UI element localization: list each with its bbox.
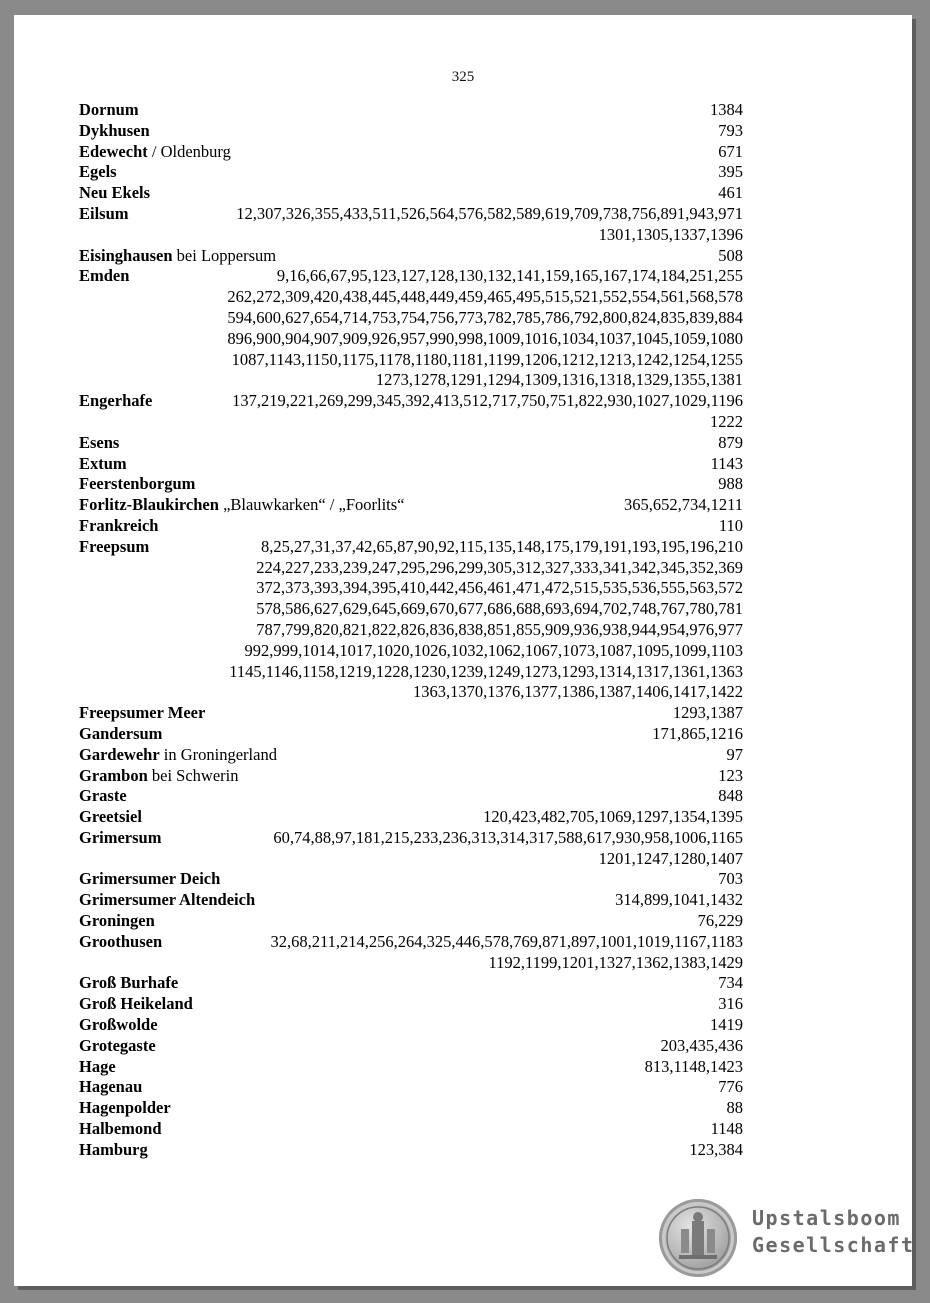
page-references-continued: 1222 <box>710 411 743 431</box>
page-references-continued: 1273,1278,1291,1294,1309,1316,1318,1329,1355,1381 <box>375 370 743 390</box>
place-label <box>79 162 117 183</box>
index-entry <box>79 121 743 142</box>
society-name <box>752 1205 915 1259</box>
place-name: Halbemond <box>79 1119 162 1139</box>
page-references: 1419 <box>710 1015 743 1035</box>
place-label <box>79 745 277 766</box>
page-references: 110 <box>718 515 743 535</box>
entry-line <box>79 142 743 163</box>
society-name-line1: Upstalsboom <box>752 1206 901 1230</box>
index-entry <box>79 1098 743 1119</box>
index-entry <box>79 266 743 391</box>
page-references-continued: 1363,1370,1376,1377,1386,1387,1406,1417,1422 <box>413 682 743 702</box>
entry-line <box>79 828 743 849</box>
place-name: Eilsum <box>79 203 129 223</box>
society-logo <box>659 1199 915 1279</box>
place-label <box>79 1077 142 1098</box>
entry-line <box>79 807 743 828</box>
place-label <box>79 766 239 787</box>
place-name: Neu Ekels <box>79 183 151 203</box>
entry-line <box>79 454 743 475</box>
place-label <box>79 433 119 454</box>
page-references: 879 <box>718 432 743 452</box>
index-entry <box>79 204 743 246</box>
page-references: 120,423,482,705,1069,1297,1354,1395 <box>483 807 743 827</box>
place-name: Großwolde <box>79 1015 158 1035</box>
document-page <box>14 15 915 1286</box>
place-name: Extum <box>79 453 127 473</box>
page-references: 1384 <box>710 100 743 119</box>
entry-line <box>79 1015 743 1036</box>
entry-line <box>79 766 743 787</box>
page-references: 793 <box>718 120 743 140</box>
place-label <box>79 495 405 516</box>
place-name: Forlitz-Blaukirchen <box>79 495 219 515</box>
place-qualifier: bei Schwerin <box>147 765 239 785</box>
place-label <box>79 786 127 807</box>
page-references: 203,435,436 <box>660 1035 743 1055</box>
entry-line <box>79 433 743 454</box>
page-references: 508 <box>718 245 743 265</box>
page-references-continued: 594,600,627,654,714,753,754,756,773,782,785,786,792,800,824,835,839,884 <box>227 307 743 327</box>
place-label <box>79 973 178 994</box>
place-index <box>79 100 743 1161</box>
entry-line <box>79 162 743 183</box>
page-references: 32,68,211,214,256,264,325,446,578,769,871,897,1001,1019,1167,1183 <box>270 931 743 951</box>
entry-line <box>79 121 743 142</box>
page-references: 395 <box>718 162 743 182</box>
page-references: 97 <box>726 744 743 764</box>
page-references: 316 <box>718 994 743 1014</box>
place-label <box>79 121 150 142</box>
place-name: Frankreich <box>79 515 159 535</box>
page-references: 137,219,221,269,299,345,392,413,512,717,750,751,822,930,1027,1029,1196 <box>232 391 743 411</box>
place-name: Hagenau <box>79 1077 143 1097</box>
page-references-continued: 262,272,309,420,438,445,448,449,459,465,495,515,521,552,554,561,568,578 <box>227 287 743 307</box>
page-references-continued: 896,900,904,907,909,926,957,990,998,1009,1016,1034,1037,1045,1059,1080 <box>227 328 743 348</box>
page-references-continued: 992,999,1014,1017,1020,1026,1032,1062,1067,1073,1087,1095,1099,1103 <box>244 640 743 660</box>
index-entry <box>79 474 743 495</box>
index-entry <box>79 766 743 787</box>
place-name: Freepsumer Meer <box>79 703 206 723</box>
place-label <box>79 454 127 475</box>
index-entry <box>79 246 743 267</box>
place-name: Freepsum <box>79 536 150 556</box>
page-number: 325 <box>451 69 475 85</box>
page-references: 671 <box>718 141 743 161</box>
index-entry <box>79 724 743 745</box>
place-label <box>79 1098 171 1119</box>
entry-line <box>79 1119 743 1140</box>
place-label <box>79 1036 156 1057</box>
place-name: Groothusen <box>79 931 163 951</box>
entry-line <box>79 890 743 911</box>
index-entry <box>79 1119 743 1140</box>
entry-line <box>79 1098 743 1119</box>
place-name: Dornum <box>79 100 139 119</box>
place-name: Dykhusen <box>79 120 150 140</box>
place-label <box>79 703 205 724</box>
entry-line <box>79 703 743 724</box>
page-references: 9,16,66,67,95,123,127,128,130,132,141,159,165,167,174,184,251,255 <box>276 266 743 286</box>
index-entry <box>79 786 743 807</box>
page-references: 76,229 <box>697 911 743 931</box>
page-references: 848 <box>718 786 743 806</box>
index-entry <box>79 391 743 433</box>
place-name: Grambon <box>79 765 148 785</box>
page-references-continued: 1192,1199,1201,1327,1362,1383,1429 <box>488 952 743 972</box>
index-entry <box>79 142 743 163</box>
entry-line <box>79 911 743 932</box>
index-entry <box>79 807 743 828</box>
entry-line <box>79 537 743 558</box>
page-references: 776 <box>718 1077 743 1097</box>
index-entry <box>79 869 743 890</box>
place-qualifier: / Oldenburg <box>147 141 231 161</box>
page-references: 123,384 <box>689 1139 743 1159</box>
index-entry <box>79 828 743 870</box>
entry-line <box>79 516 743 537</box>
place-label <box>79 183 150 204</box>
page-references: 8,25,27,31,37,42,65,87,90,92,115,135,148,175,179,191,193,195,196,210 <box>260 536 743 556</box>
index-entry <box>79 162 743 183</box>
page-references: 703 <box>718 869 743 889</box>
place-name: Egels <box>79 162 117 182</box>
index-entry <box>79 890 743 911</box>
place-name: Gardewehr <box>79 744 160 764</box>
index-entry <box>79 1057 743 1078</box>
place-label <box>79 100 139 121</box>
page-references: 1148 <box>710 1119 743 1139</box>
index-entry <box>79 745 743 766</box>
society-name-line2: Gesellschaft <box>752 1233 915 1257</box>
place-name: Groß Heikeland <box>79 994 193 1014</box>
page-references-continued: 1201,1247,1280,1407 <box>598 848 743 868</box>
page-references-continued: 372,373,393,394,395,410,442,456,461,471,472,515,535,536,555,563,572 <box>256 578 743 598</box>
place-name: Graste <box>79 786 127 806</box>
page-references: 734 <box>718 973 743 993</box>
place-label <box>79 246 276 267</box>
place-qualifier: bei Loppersum <box>172 245 277 265</box>
entry-line <box>79 1140 743 1161</box>
page-references: 1143 <box>710 453 743 473</box>
page-references-continued: 578,586,627,629,645,669,670,677,686,688,693,694,702,748,767,780,781 <box>256 599 743 619</box>
page-references: 123 <box>718 765 743 785</box>
place-qualifier: in Groningerland <box>159 744 277 764</box>
place-name: Eisinghausen <box>79 245 173 265</box>
page-references: 813,1148,1423 <box>644 1056 743 1076</box>
index-entry <box>79 1015 743 1036</box>
entry-line <box>79 204 743 225</box>
place-label <box>79 911 155 932</box>
place-label <box>79 869 220 890</box>
place-label <box>79 1015 158 1036</box>
place-label <box>79 828 161 849</box>
seal-icon <box>659 1199 737 1277</box>
entry-line <box>79 391 743 412</box>
place-label <box>79 474 195 495</box>
place-label <box>79 890 255 911</box>
index-entry <box>79 1077 743 1098</box>
entry-line <box>79 1057 743 1078</box>
place-name: Feerstenborgum <box>79 474 196 494</box>
index-entry <box>79 537 743 703</box>
page-references: 365,652,734,1211 <box>623 495 743 515</box>
index-entry <box>79 973 743 994</box>
index-entry <box>79 1036 743 1057</box>
place-name: Gandersum <box>79 723 163 743</box>
entry-line <box>79 786 743 807</box>
place-label <box>79 516 158 537</box>
place-label <box>79 807 142 828</box>
entry-line <box>79 745 743 766</box>
index-entry <box>79 100 743 121</box>
entry-line <box>79 973 743 994</box>
entry-line <box>79 266 743 287</box>
index-entry <box>79 454 743 475</box>
page-references: 88 <box>726 1098 743 1118</box>
entry-line <box>79 474 743 495</box>
place-label <box>79 204 129 225</box>
place-qualifier: „Blauwkarken“ / „Foorlits“ <box>218 495 405 515</box>
place-name: Groningen <box>79 911 155 931</box>
page-references-continued: 1145,1146,1158,1219,1228,1230,1239,1249,1273,1293,1314,1317,1361,1363 <box>229 661 743 681</box>
index-entry <box>79 516 743 537</box>
index-entry <box>79 183 743 204</box>
place-label <box>79 994 193 1015</box>
index-entry <box>79 994 743 1015</box>
page-references: 988 <box>718 474 743 494</box>
entry-line <box>79 1077 743 1098</box>
index-entry <box>79 1140 743 1161</box>
place-label <box>79 1057 116 1078</box>
page-references-continued: 787,799,820,821,822,826,836,838,851,855,909,936,938,944,954,976,977 <box>256 619 743 639</box>
page-references: 60,74,88,97,181,215,233,236,313,314,317,588,617,930,958,1006,1165 <box>273 827 743 847</box>
place-label <box>79 932 162 953</box>
place-name: Grimersumer Altendeich <box>79 890 256 910</box>
place-name: Edewecht <box>79 141 148 161</box>
index-entry <box>79 911 743 932</box>
page-references: 12,307,326,355,433,511,526,564,576,582,589,619,709,738,756,891,943,971 <box>236 203 743 223</box>
index-entry <box>79 495 743 516</box>
place-name: Engerhafe <box>79 391 153 411</box>
entry-line <box>79 183 743 204</box>
place-label <box>79 266 129 287</box>
page-references: 461 <box>718 183 743 203</box>
entry-line <box>79 724 743 745</box>
place-name: Grimersumer Deich <box>79 869 221 889</box>
index-entry <box>79 932 743 974</box>
place-name: Emden <box>79 266 130 286</box>
place-name: Grotegaste <box>79 1035 156 1055</box>
entry-line <box>79 932 743 953</box>
place-label <box>79 1119 162 1140</box>
place-label <box>79 724 162 745</box>
entry-line <box>79 869 743 890</box>
page-references: 314,899,1041,1432 <box>615 890 743 910</box>
index-entry <box>79 433 743 454</box>
page-references-continued: 1087,1143,1150,1175,1178,1180,1181,1199,1206,1212,1213,1242,1254,1255 <box>231 349 743 369</box>
index-entry <box>79 703 743 724</box>
place-name: Grimersum <box>79 827 162 847</box>
page-references: 1293,1387 <box>672 703 743 723</box>
place-name: Greetsiel <box>79 807 142 827</box>
entry-line <box>79 495 743 516</box>
entry-line <box>79 1036 743 1057</box>
entry-line <box>79 246 743 267</box>
page-references-continued: 224,227,233,239,247,295,296,299,305,312,327,333,341,342,345,352,369 <box>256 557 743 577</box>
page-references: 171,865,1216 <box>652 723 743 743</box>
place-name: Groß Burhafe <box>79 973 179 993</box>
place-label <box>79 391 152 412</box>
place-name: Hage <box>79 1056 116 1076</box>
place-label <box>79 142 231 163</box>
place-name: Esens <box>79 432 120 452</box>
place-label <box>79 1140 148 1161</box>
page-references-continued: 1301,1305,1337,1396 <box>598 224 743 244</box>
place-label <box>79 537 149 558</box>
entry-line <box>79 994 743 1015</box>
entry-line <box>79 100 743 121</box>
place-name: Hagenpolder <box>79 1098 171 1118</box>
place-name: Hamburg <box>79 1139 148 1159</box>
